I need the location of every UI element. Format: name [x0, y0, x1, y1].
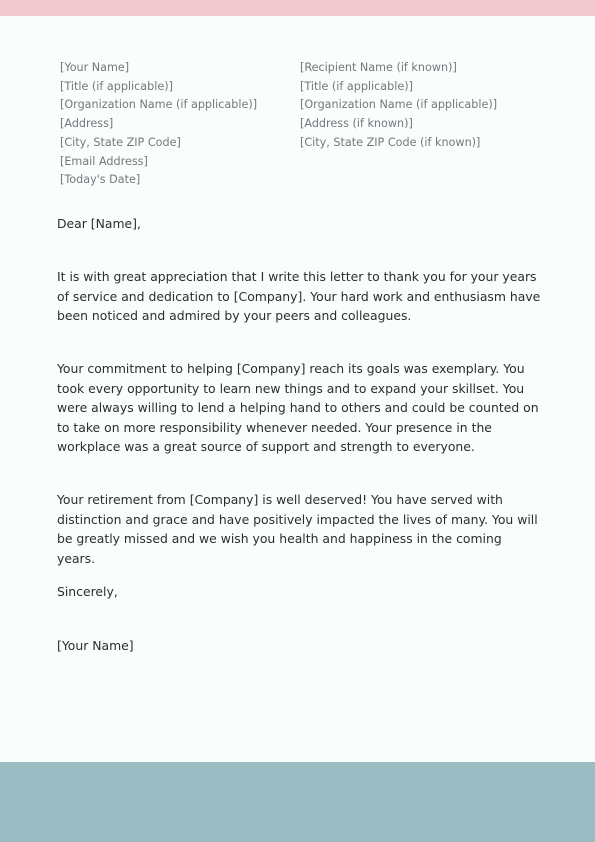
recipient-title: [Title (if applicable)] [300, 79, 413, 93]
recipient-organization: [Organization Name (if applicable)] [300, 98, 498, 112]
bottom-accent-band [0, 762, 595, 842]
body-paragraph-2 [57, 359, 542, 457]
recipient-city-state-zip: [City, State ZIP Code (if known)] [300, 135, 481, 149]
letter-date: [Today's Date] [60, 173, 141, 187]
recipient-address-block [300, 59, 497, 153]
sender-address: [Address] [60, 117, 114, 131]
salutation: Dear [Name], [57, 216, 141, 231]
paragraph-text: Your retirement from [Company] is well deserved! You have served with distinction and grace and have positively impacted the lives of many. You will be greatly missed and we wish you health and happiness in the coming years. [57, 492, 538, 566]
paragraph-text: It is with great appreciation that I write this letter to thank you for your years of service and dedication to [Company]. Your hard work and enthusiasm have been noticed and admired by your peers and colleagues. [57, 269, 541, 324]
paragraph-text: Your commitment to helping [Company] reach its goals was exemplary. You took every opportunity to learn new things and to expand your skillset. You were always willing to lend a helping hand to others and could be counted on to take on more responsibility whenever needed. Your presence in the workplace was a great source of support and strength to everyone. [57, 361, 539, 455]
signature-name: [Your Name] [57, 638, 134, 653]
recipient-address: [Address (if known)] [300, 117, 413, 131]
recipient-name: [Recipient Name (if known)] [300, 61, 457, 74]
top-accent-band [0, 0, 595, 16]
sender-organization: [Organization Name (if applicable)] [60, 98, 258, 112]
sender-title: [Title (if applicable)] [60, 79, 173, 93]
body-paragraph-3 [57, 490, 542, 568]
sender-address-block [60, 59, 257, 190]
sender-name: [Your Name] [60, 61, 130, 74]
closing: Sincerely, [57, 584, 118, 599]
sender-email: [Email Address] [60, 154, 148, 168]
sender-city-state-zip: [City, State ZIP Code] [60, 135, 181, 149]
body-paragraph-1 [57, 267, 542, 326]
